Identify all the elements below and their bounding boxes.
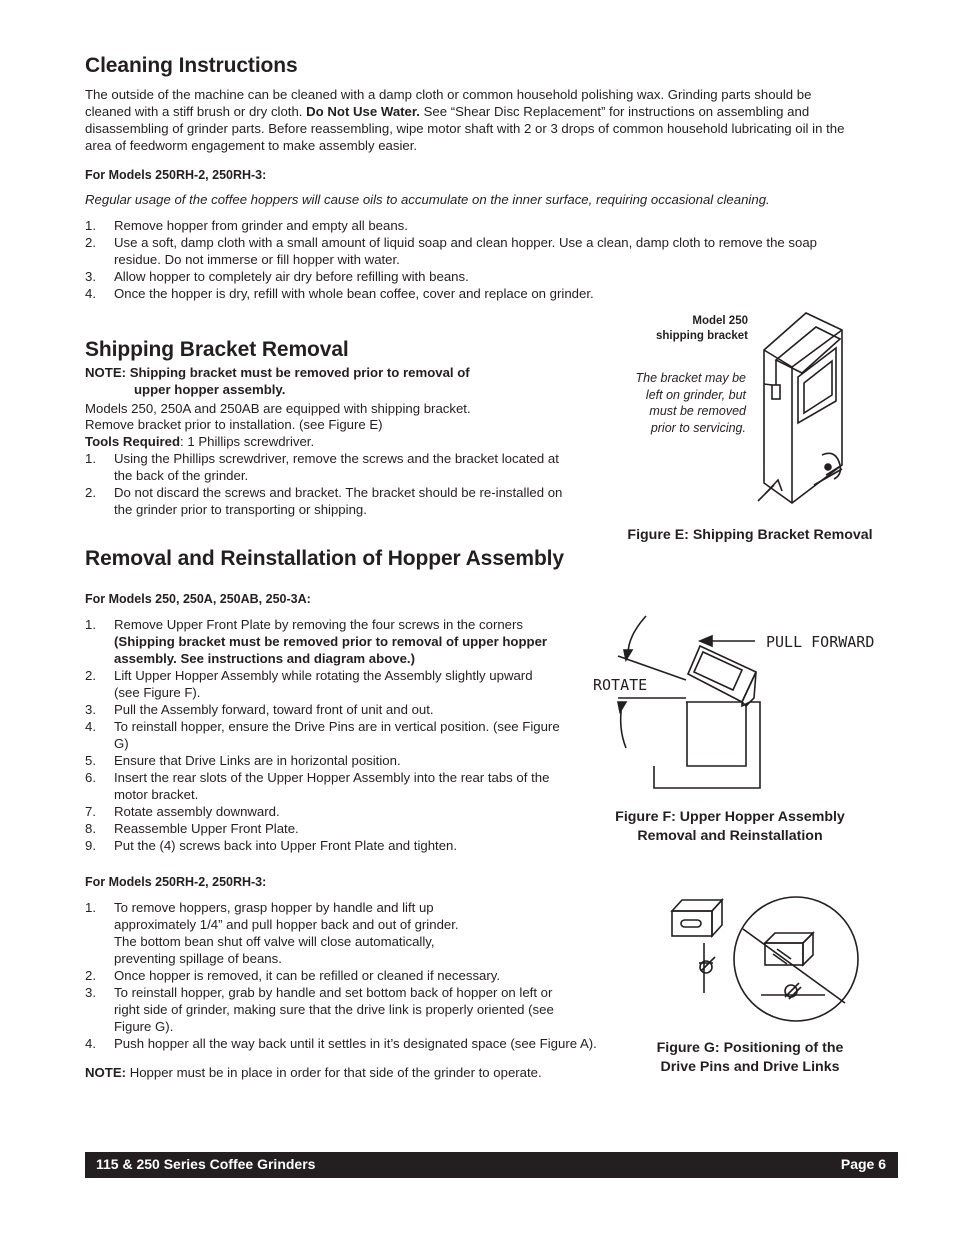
bracket-note (596, 370, 746, 436)
step-number: 1. (85, 451, 96, 466)
bracket-note-line3: must be removed (649, 404, 746, 418)
step-text: Rotate assembly downward. (114, 804, 280, 819)
figure-g-caption-line2: Drive Pins and Drive Links (660, 1059, 840, 1075)
list-item (85, 837, 560, 854)
shipping-line2: Remove bracket prior to installation. (see Figure E) (85, 417, 383, 432)
step-text: Put the (4) screws back into Upper Front Plate and tighten. (114, 838, 458, 853)
figure-e-caption: Figure E: Shipping Bracket Removal (627, 527, 873, 543)
step-text: To remove hoppers, grasp hopper by handle and lift up approximately 1/4” and pull hopper back and out of grinder. The bottom bean shut off valve will close automatically, preventing spillage of beans. (114, 900, 459, 966)
step-text: Do not discard the screws and bracket. The bracket should be re-installed on the grinder prior to transporting or shipping. (114, 485, 563, 517)
list-item (85, 217, 855, 234)
figure-g-caption (620, 1039, 880, 1077)
note-label: NOTE: (85, 1065, 127, 1080)
prohibited-circle-icon (734, 897, 858, 1021)
page-number: Page 6 (840, 1156, 886, 1172)
tools-value: : 1 Phillips screwdriver. (180, 434, 315, 449)
shipping-note-line1: NOTE: Shipping bracket must be removed prior to removal of (85, 365, 470, 380)
step-number: 2. (85, 485, 96, 500)
cleaning-italic-note: Regular usage of the coffee hoppers will cause oils to accumulate on the inner surface, requiring occasional cleaning. (85, 192, 770, 207)
shipping-line1: Models 250, 250A and 250AB are equipped with shipping bracket. (85, 401, 471, 416)
step-text: Reassemble Upper Front Plate. (114, 821, 299, 836)
cleaning-title: Cleaning Instructions (85, 54, 298, 77)
step-number: 6. (85, 770, 96, 785)
rotate-label: ROTATE (593, 676, 648, 694)
shipping-note-line2: upper hopper assembly. (134, 382, 286, 397)
prohibited-slash (743, 929, 845, 1003)
cleaning-models-heading: For Models 250RH-2, 250RH-3: (85, 168, 267, 182)
step-number: 7. (85, 804, 96, 819)
drive-pins-illustration (665, 893, 880, 1028)
removal-steps-a (85, 616, 560, 854)
list-item (85, 718, 560, 752)
step-number: 1. (85, 218, 96, 233)
bracket-label-line1: Model 250 (692, 315, 748, 327)
step-number: 9. (85, 838, 96, 853)
tools-required (85, 433, 314, 450)
list-item (85, 984, 574, 1035)
step-text: Push hopper all the way back until it settles in it’s designated space (see Figure A). (114, 1036, 597, 1051)
list-item (85, 820, 560, 837)
grinder-body (764, 313, 842, 503)
figure-f-caption-line1: Figure F: Upper Hopper Assembly (615, 809, 845, 825)
cleaning-paragraph (85, 86, 860, 154)
step-text: Once the hopper is dry, refill with whole bean coffee, cover and replace on grinder. (114, 286, 594, 301)
step-text: Remove hopper from grinder and empty all beans. (114, 218, 408, 233)
cleaning-text-b: See “Shear Disc Replacement” for instructions on assembling and disassembling of grinder parts. Before reassembling, wipe motor shaft with 2 or 3 drops of common household lubricating oil in the area of feedworm engagement to make assembly easier. (85, 104, 845, 153)
bracket-label-line2: shipping bracket (655, 330, 748, 342)
step-number: 2. (85, 235, 96, 250)
removal-title: Removal and Reinstallation of Hopper Assembly (85, 547, 564, 570)
step-text: To reinstall hopper, ensure the Drive Pins are in vertical position. (see Figure G) (114, 719, 560, 751)
step-text: Once hopper is removed, it can be refilled or cleaned if necessary. (114, 968, 501, 983)
figure-f-caption-line2: Removal and Reinstallation (637, 828, 823, 844)
list-item (85, 752, 560, 769)
step-text: Using the Phillips screwdriver, remove the screws and the bracket located at the back of the grinder. (114, 451, 559, 483)
bracket-note-line4: prior to servicing. (650, 420, 746, 435)
pull-forward-label: PULL FORWARD (766, 633, 875, 651)
grinder-bracket-illustration (730, 305, 870, 520)
shipping-bracket (772, 385, 780, 399)
step-number: 3. (85, 269, 96, 284)
footer-title: 115 & 250 Series Coffee Grinders (96, 1156, 316, 1172)
cleaning-steps (85, 217, 855, 302)
step-text: Remove Upper Front Plate by removing the four screws in the corners (114, 617, 523, 632)
step-number: 3. (85, 985, 96, 1000)
step-text: Lift Upper Hopper Assembly while rotating the Assembly slightly upward (see Figure F). (114, 668, 533, 700)
step-text: To reinstall hopper, grab by handle and set bottom back of hopper on left or right side of grinder, making sure that the drive link is properly oriented (see Figure G). (114, 985, 554, 1034)
step-text: Use a soft, damp cloth with a small amount of liquid soap and clean hopper. Use a clean, damp cloth to remove the soap residue. Do not immerse or fill hopper with water. (114, 235, 817, 267)
list-item (85, 450, 580, 484)
step-number: 1. (85, 617, 96, 632)
hopper-note (85, 1064, 542, 1081)
bracket-label (600, 314, 748, 344)
step-number: 5. (85, 753, 96, 768)
list-item (85, 967, 674, 984)
step-number: 8. (85, 821, 96, 836)
note-text: Hopper must be in place in order for that side of the grinder to operate. (126, 1065, 542, 1080)
step-number: 4. (85, 1036, 96, 1051)
list-item (85, 803, 560, 820)
list-item (85, 268, 855, 285)
list-item (85, 285, 855, 302)
list-item (85, 616, 560, 667)
removal-models-heading-a: For Models 250, 250A, 250AB, 250-3A: (85, 592, 311, 606)
step-text: Ensure that Drive Links are in horizontal position. (114, 753, 401, 768)
cleaning-text-a: The outside of the machine can be cleaned with a damp cloth or common household polishing wax. Grinding parts should be cleaned with a stiff brush or dry cloth. (85, 87, 812, 119)
do-not-use-water: Do Not Use Water. (306, 104, 420, 119)
figure-f-caption (580, 808, 880, 846)
list-item (85, 1035, 694, 1052)
list-item (85, 701, 560, 718)
step-number: 4. (85, 286, 96, 301)
figure-g-caption-line1: Figure G: Positioning of the (656, 1040, 844, 1056)
step-bold-note: (Shipping bracket must be removed prior to removal of upper hopper assembly. See instructions and diagram above.) (114, 634, 548, 666)
list-item (85, 667, 560, 701)
step-text: Allow hopper to completely air dry before refilling with beans. (114, 269, 469, 284)
list-item (85, 234, 855, 268)
pull-arrow-icon (700, 636, 712, 646)
rotate-arrow-down-icon (618, 702, 626, 712)
removal-steps-b (85, 899, 597, 1052)
step-text: Insert the rear slots of the Upper Hopper Assembly into the rear tabs of the motor bracket. (114, 770, 550, 802)
list-item (85, 769, 560, 803)
shipping-steps (85, 450, 580, 518)
removal-models-heading-b: For Models 250RH-2, 250RH-3: (85, 875, 267, 889)
tools-label: Tools Required (85, 434, 181, 449)
bracket-note-line2: left on grinder, but (645, 387, 746, 402)
step-number: 2. (85, 668, 96, 683)
page-footer (85, 1152, 898, 1178)
step-text: Pull the Assembly forward, toward front of unit and out. (114, 702, 434, 717)
step-number: 1. (85, 900, 96, 915)
step-number: 2. (85, 968, 96, 983)
step-number: 3. (85, 702, 96, 717)
hopper-removal-illustration (590, 610, 900, 805)
list-item (85, 899, 465, 967)
rotate-arrow-up-icon (624, 650, 632, 660)
list-item (85, 484, 580, 518)
step-number: 4. (85, 719, 96, 734)
shipping-title: Shipping Bracket Removal (85, 338, 349, 361)
bracket-note-line1: The bracket may be (635, 371, 746, 385)
